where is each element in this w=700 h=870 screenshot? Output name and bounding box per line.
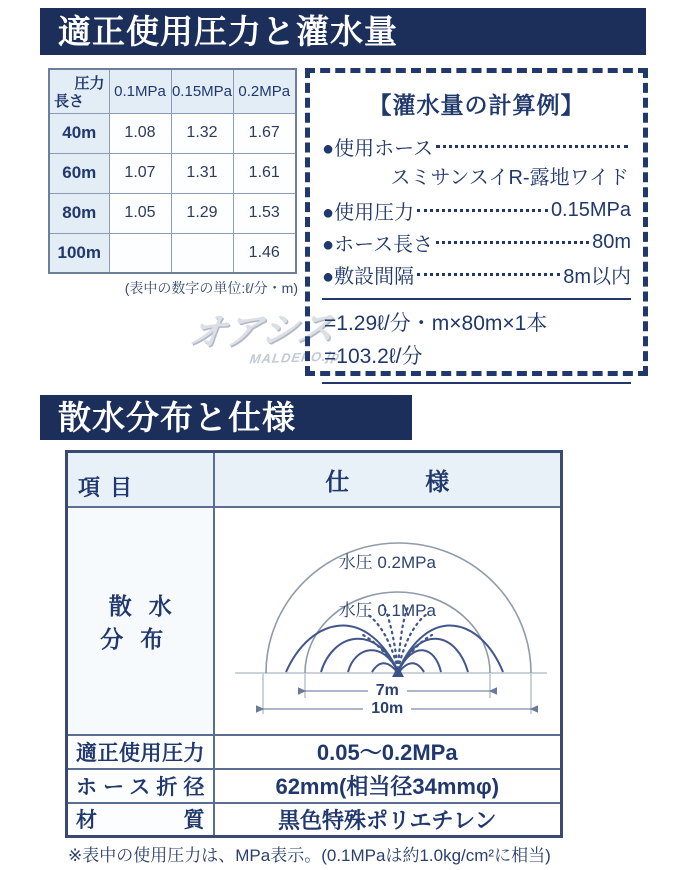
calc-item-length [322, 226, 631, 258]
dim-7m-text: 7m [368, 682, 407, 699]
table-row [49, 193, 296, 233]
spray-distribution-label: 散水分布 [67, 507, 214, 735]
table-cell: 1.53 [233, 193, 296, 233]
section1-title: 適正使用圧力と灌水量 [58, 13, 398, 50]
empty-cell [171, 233, 233, 273]
dot-leader [436, 241, 589, 244]
spec-corner-cell [67, 452, 214, 507]
row-header-60m: 60m [49, 153, 109, 193]
empty-cell [109, 233, 171, 273]
row-header-40m: 40m [49, 113, 109, 153]
spray-distribution-diagram [214, 507, 562, 735]
spec-header-spec: 仕様 [214, 452, 562, 507]
calc-item-value: 0.15MPa [550, 198, 631, 221]
spec-row-pressure [67, 735, 562, 769]
unit-note: (表中の数字の単位:ℓ/分・m) [124, 280, 298, 296]
calc-item-hose-value: スミサンスイR-露地ワイド [390, 167, 629, 189]
dot-leader [417, 273, 560, 276]
table-cell: 1.31 [171, 153, 233, 193]
dot-leader [436, 145, 628, 148]
calc-example-box [305, 68, 648, 376]
pressure-table-header-row [49, 69, 296, 113]
calc-item-label: ●ホース長さ [322, 233, 434, 256]
pressure-02mpa-label: 水圧 0.2MPa [338, 552, 436, 572]
column-header: 0.15MPa [171, 69, 233, 113]
corner-label-length: 長さ [54, 92, 85, 110]
table-cell: 1.29 [171, 193, 233, 233]
table-cell: 1.46 [233, 233, 296, 273]
table-row [49, 233, 296, 273]
spec-table [65, 450, 563, 838]
row-header-80m: 80m [49, 193, 109, 233]
spec-row-label: 材質 [67, 803, 214, 837]
calc-item-value: 8m以内 [563, 265, 631, 288]
corner-label-pressure: 圧力 [74, 75, 105, 92]
table-cell: 1.07 [109, 153, 171, 193]
calc-item-label: ●使用ホース [322, 137, 434, 160]
spec-row-label: ホース折径 [67, 769, 214, 803]
calc-box-title: 【灌水量の計算例】 [368, 92, 585, 118]
watermark-subtext: MALDEPO.jp [248, 348, 342, 367]
calc-item-label: ●敷設間隔 [322, 265, 415, 288]
table-cell: 1.32 [171, 113, 233, 153]
dim-7m-label [215, 682, 561, 700]
dim-10m-label [215, 700, 561, 718]
calc-item-pressure [322, 194, 631, 226]
equation-line: =103.2ℓ/分 [324, 345, 423, 368]
pressure-01mpa-label: 水圧 0.1MPa [338, 600, 436, 620]
calc-item-hose [322, 130, 631, 162]
calc-item-spacing [322, 258, 631, 290]
spec-header-row [67, 452, 562, 507]
section2-title: 散水分布と仕様 [58, 399, 296, 436]
spec-row-value: 62mm(相当径34mmφ) [214, 769, 562, 803]
table-cell: 1.05 [109, 193, 171, 233]
table-row [49, 153, 296, 193]
spec-row-hose-width [67, 769, 562, 803]
section1-header [40, 8, 646, 55]
spec-diagram-row [67, 507, 562, 735]
table-cell: 1.08 [109, 113, 171, 153]
spec-row-value: 0.05〜0.2MPa [214, 735, 562, 769]
table-cell: 1.61 [233, 153, 296, 193]
column-header: 0.2MPa [233, 69, 296, 113]
pressure-table-corner-cell [49, 69, 109, 113]
watermark-text: オアシス [186, 307, 338, 354]
row-header-100m: 100m [49, 233, 109, 273]
spec-row-material [67, 803, 562, 837]
footnote: ※表中の使用圧力は、MPa表示。(0.1MPaは約1.0kg/cm²に相当) [68, 846, 551, 865]
dot-leader [417, 209, 548, 212]
section2-header [40, 395, 412, 440]
pressure-table-block [48, 68, 298, 298]
column-header: 0.1MPa [109, 69, 171, 113]
calc-item-label: ●使用圧力 [322, 201, 415, 224]
spec-row-label: 適正使用圧力 [67, 735, 214, 769]
table-cell: 1.67 [233, 113, 296, 153]
equation-line: =1.29ℓ/分・m×80m×1本 [324, 312, 548, 335]
calc-item-value: 80m [592, 230, 631, 253]
pressure-table [48, 68, 297, 274]
calc-equations [322, 298, 631, 384]
spec-header-item: 項目 [78, 474, 143, 500]
spec-row-value: 黒色特殊ポリエチレン [214, 803, 562, 837]
dim-10m-text: 10m [363, 700, 411, 717]
table-row [49, 113, 296, 153]
